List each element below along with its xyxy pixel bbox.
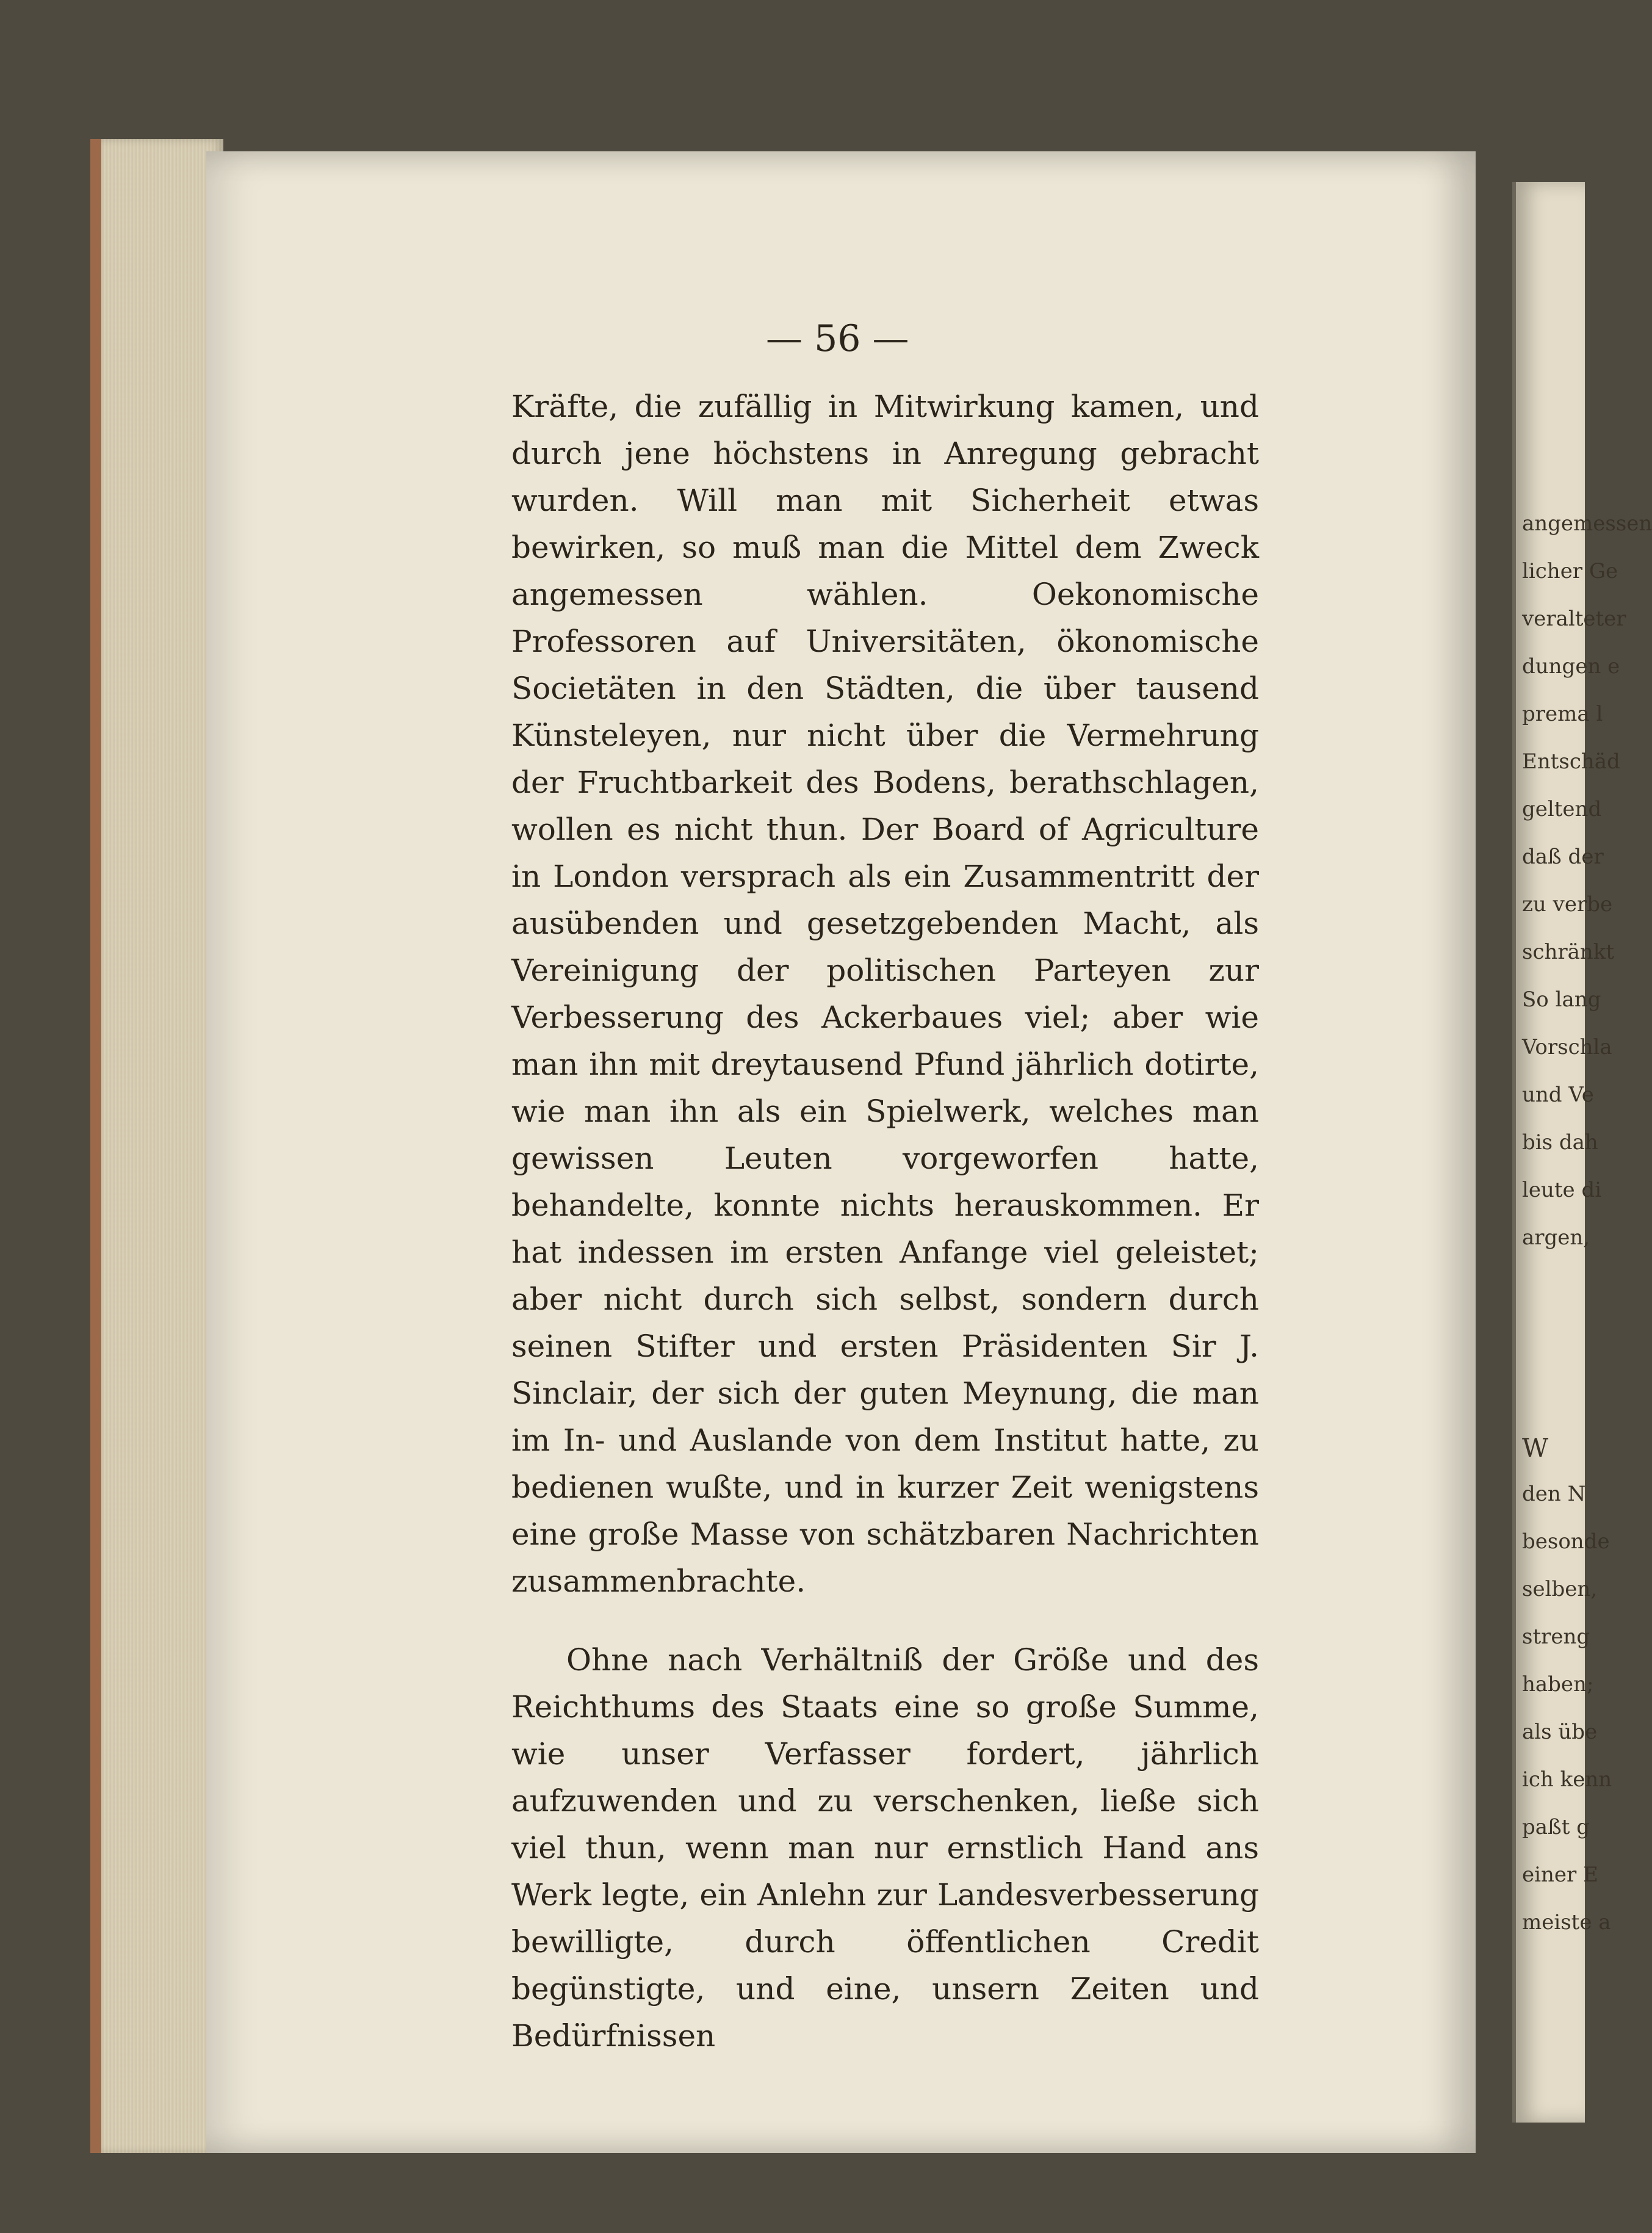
facing-fragment: paßt g [1522, 1815, 1590, 1839]
facing-fragment: bis dah [1522, 1130, 1598, 1155]
facing-fragment: Entschäd [1522, 749, 1620, 774]
page-number-header: — 56 — [766, 317, 909, 360]
facing-fragment: W [1522, 1433, 1549, 1463]
facing-fragment: licher Ge [1522, 559, 1618, 583]
facing-fragment: meiste a [1522, 1910, 1611, 1935]
facing-fragment: schränkt [1522, 940, 1615, 964]
facing-fragment: streng [1522, 1625, 1590, 1649]
facing-fragment: So lang [1522, 987, 1601, 1012]
facing-fragment: angemessen [1522, 511, 1652, 536]
book-fore-edge [90, 139, 223, 2153]
facing-fragment: selben, [1522, 1577, 1598, 1601]
facing-fragment: ich kenn [1522, 1767, 1612, 1792]
body-text [511, 383, 1259, 2060]
facing-fragment: haben; [1522, 1672, 1594, 1697]
facing-fragment: leute di [1522, 1178, 1602, 1202]
facing-fragment: geltend [1522, 797, 1602, 821]
facing-fragment: prema l [1522, 702, 1603, 726]
facing-fragment: und Ve [1522, 1083, 1594, 1107]
paragraph: Ohne nach Verhältniß der Größe und des Reichthums des Staats eine so große Summe, wie unser Verfasser fordert, jährlich aufzuwenden und zu verschenken, ließe sich viel thun, wenn man nur ernstlich Hand ans Werk legte, ein Anlehn zur Landesverbesserung bewilligte, durch öffentlichen Credit begünstigte, und eine, unsern Zeiten und Bedürfnissen [511, 1642, 1259, 2054]
facing-fragment: daß der [1522, 845, 1604, 869]
facing-fragment: zu verbe [1522, 892, 1613, 917]
facing-fragment: dungen e [1522, 654, 1620, 679]
facing-fragment: argen, [1522, 1225, 1590, 1250]
facing-fragment: besonde [1522, 1529, 1610, 1554]
facing-page-edge [1512, 182, 1652, 2123]
facing-fragment: als übe [1522, 1720, 1598, 1744]
facing-fragment: veralteter [1522, 607, 1626, 631]
paragraph: Kräfte, die zufällig in Mitwirkung kamen, und durch jene höchstens in Anregung gebracht wurden. Will man mit Sicherheit etwas bewirken, so muß man die Mittel dem Zweck angemessen wählen. Oekonomische Professoren auf Universitäten, ökonomische Societäten in den Städten, die über tausend Künsteleyen, nur nicht über die Vermehrung der Fruchtbarkeit des Bodens, berathschlagen, wollen es nicht thun. Der Board of Agriculture in London versprach als ein Zusammentritt der ausübenden und gesetzgebenden Macht, als Vereinigung der politischen Parteyen zur Verbesserung des Ackerbaues viel; aber wie man ihn mit dreytausend Pfund jährlich dotirte, wie man ihn als ein Spielwerk, welches man gewissen Leuten vorgeworfen hatte, behandelte, konnte nichts herauskommen. Er hat indessen im ersten Anfange viel geleistet; aber nicht durch sich selbst, sondern durch seinen Stifter und ersten Präsidenten Sir J. Sinclair, der sich der guten Meynung, die man im In- und Auslande von dem Institut hatte, zu bedienen wußte, und in kurzer Zeit wenigstens eine große Masse von schätzbaren Nachrichten zusammenbrachte. [511, 389, 1259, 1599]
facing-fragment: Vorschla [1522, 1035, 1612, 1059]
facing-fragment: einer E [1522, 1863, 1598, 1887]
facing-fragment: den N [1522, 1482, 1586, 1506]
